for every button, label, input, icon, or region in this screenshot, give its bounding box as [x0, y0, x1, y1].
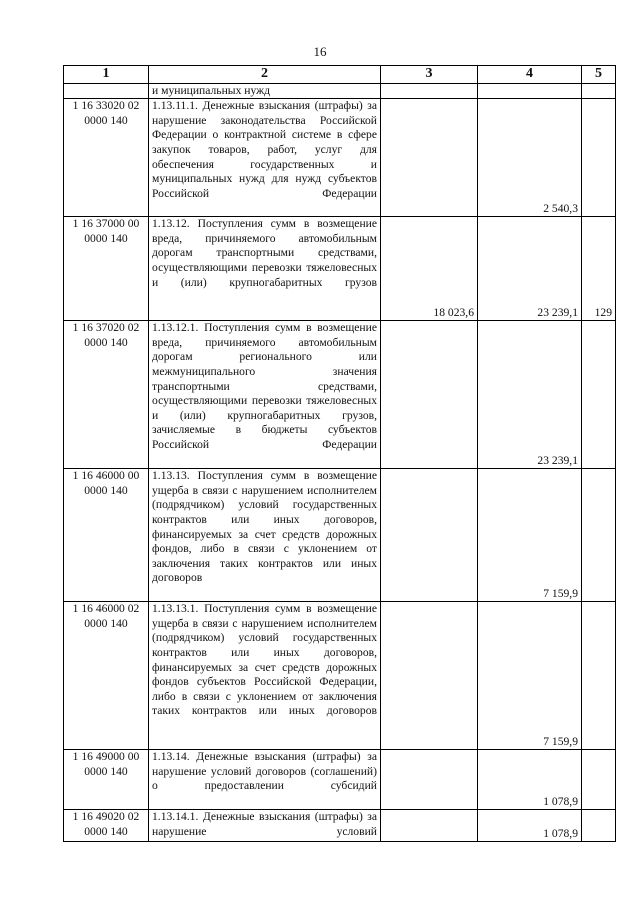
- row-code: 1 16 49020 02 0000 140: [64, 810, 149, 842]
- header-col-1: 1: [64, 66, 149, 84]
- row-col5: [582, 321, 616, 469]
- row-description: 1.13.14. Денежные взыскания (штрафы) за нарушение условий договоров (соглашений) о предоставлении субсидий: [149, 750, 381, 810]
- row-col3: [381, 602, 478, 750]
- table-row: [64, 469, 616, 602]
- row-col4: 7 159,9: [478, 469, 582, 602]
- table-row: [64, 602, 616, 750]
- row-col4: 7 159,9: [478, 602, 582, 750]
- row-code: 1 16 46000 00 0000 140: [64, 469, 149, 602]
- continuation-text: и муниципальных нужд: [149, 83, 381, 99]
- row-col3: [381, 321, 478, 469]
- row-col4: 1 078,9: [478, 750, 582, 810]
- header-col-5: 5: [582, 66, 616, 84]
- row-description: 1.13.14.1. Денежные взыскания (штрафы) за нарушение условий: [149, 810, 381, 842]
- row-col5: [582, 469, 616, 602]
- header-col-4: 4: [478, 66, 582, 84]
- row-code: 1 16 37000 00 0000 140: [64, 217, 149, 321]
- row-description: 1.13.13. Поступления сумм в возмещение ущерба в связи с нарушением исполнителем (подрядчиком) условий государственных контрактов или иных договоров, финансируемых за счет средств дорожных фондов, либо в связи с уклонением от заключения таких контрактов или иных договоров: [149, 469, 381, 602]
- table-row: [64, 750, 616, 810]
- row-description: 1.13.11.1. Денежные взыскания (штрафы) за нарушение законодательства Российской Федерации о контрактной системе в сфере закупок товаров, работ, услуг для обеспечения государственных и муниципальных нужд для нужд субъектов Российской Федерации: [149, 99, 381, 217]
- row-col4: 2 540,3: [478, 99, 582, 217]
- continuation-row: [64, 83, 616, 99]
- row-col5: [582, 602, 616, 750]
- row-code: 1 16 33020 02 0000 140: [64, 99, 149, 217]
- row-description: 1.13.13.1. Поступления сумм в возмещение ущерба в связи с нарушением исполнителем (подрядчиком) условий государственных контрактов или иных договоров, финансируемых за счет средств дорожных фондов субъектов Российской Федерации, либо в связи с уклонением от заключения таких контрактов или иных договоров: [149, 602, 381, 750]
- row-col3: [381, 469, 478, 602]
- row-col3: [381, 810, 478, 842]
- row-code: 1 16 46000 02 0000 140: [64, 602, 149, 750]
- row-col3: [381, 750, 478, 810]
- row-col4: 1 078,9: [478, 810, 582, 842]
- table-row: [64, 321, 616, 469]
- table-row: [64, 810, 616, 842]
- header-col-2: 2: [149, 66, 381, 84]
- table-row: [64, 99, 616, 217]
- header-col-3: 3: [381, 66, 478, 84]
- budget-revenue-table: [63, 65, 616, 842]
- row-col5: [582, 810, 616, 842]
- row-col5: 129: [582, 217, 616, 321]
- row-col4: 23 239,1: [478, 321, 582, 469]
- table-header-row: [64, 66, 616, 84]
- row-col4: 23 239,1: [478, 217, 582, 321]
- row-col5: [582, 750, 616, 810]
- row-description: 1.13.12.1. Поступления сумм в возмещение вреда, причиняемого автомобильным дорогам регионального или межмуниципального значения транспортными средствами, осуществляющими перевозки тяжеловесных и (или) крупногабаритных грузов, зачисляемые в бюджеты субъектов Российской Федерации: [149, 321, 381, 469]
- row-description: 1.13.12. Поступления сумм в возмещение вреда, причиняемого автомобильным дорогам транспортными средствами, осуществляющими перевозки тяжеловесных и (или) крупногабаритных грузов: [149, 217, 381, 321]
- row-col3: [381, 99, 478, 217]
- row-col5: [582, 99, 616, 217]
- page-number: 16: [313, 44, 327, 59]
- row-code: 1 16 37020 02 0000 140: [64, 321, 149, 469]
- row-col3: 18 023,6: [381, 217, 478, 321]
- table-row: [64, 217, 616, 321]
- row-code: 1 16 49000 00 0000 140: [64, 750, 149, 810]
